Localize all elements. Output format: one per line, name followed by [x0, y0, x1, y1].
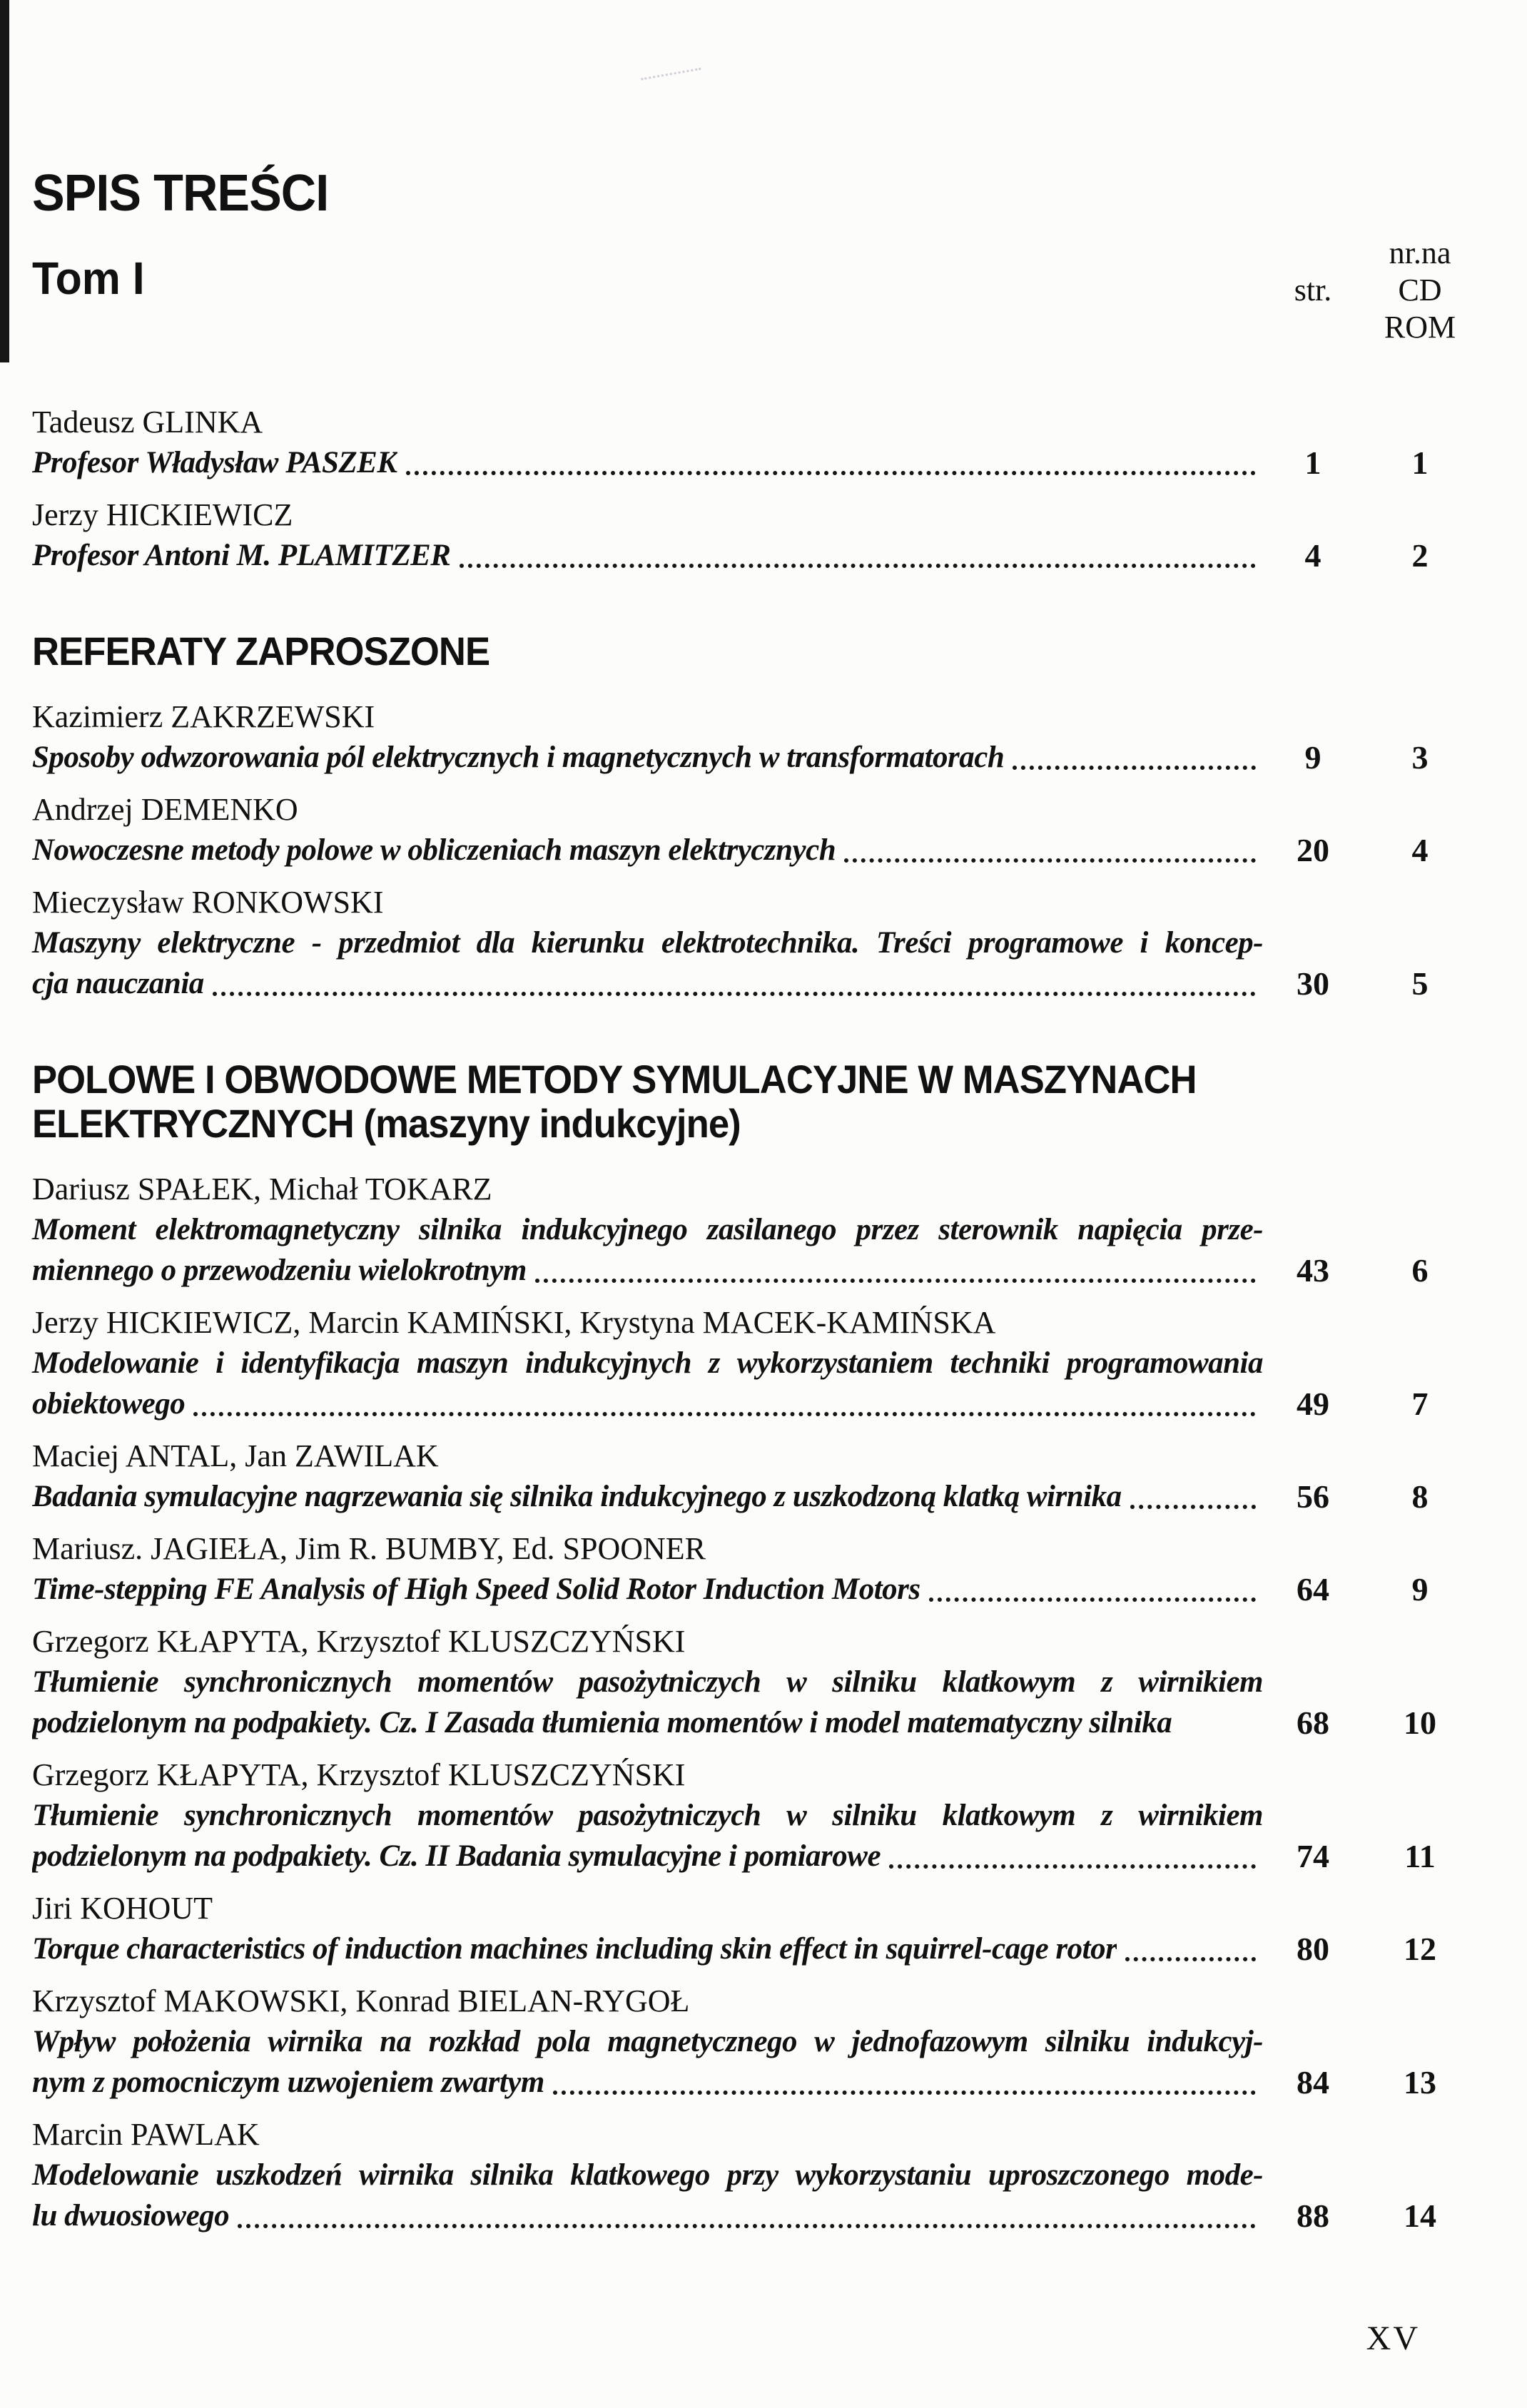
entry-cd-number: 11: [1404, 1838, 1436, 1874]
entry-title-line: podzielonym na podpakiety. Cz. I Zasada tłumienia momentów i model matematyczny silnika: [32, 1706, 1172, 1739]
entry-title-last-line: [32, 2195, 1477, 2236]
entry-authors: Grzegorz KŁAPYTA, Krzysztof KLUSZCZYŃSKI: [32, 1624, 686, 1659]
entry-title-last-line: [32, 2062, 1477, 2103]
entry-cd-number: 2: [1411, 537, 1429, 574]
entry-title: [32, 1662, 1477, 1743]
entry-authors: Maciej ANTAL, Jan ZAWILAK: [32, 1438, 439, 1473]
entry-title-line: lu dwuosiowego: [32, 2199, 230, 2232]
entry-cd-number: 1: [1411, 444, 1429, 481]
entry-authors: Grzegorz KŁAPYTA, Krzysztof KLUSZCZYŃSKI: [32, 1757, 686, 1792]
entry-title: [32, 1476, 1477, 1517]
dot-leader: [1125, 1957, 1256, 1961]
column-header-cd: CD: [1398, 273, 1442, 308]
entry-numbers: [1263, 535, 1477, 576]
entry-title-last-line: [32, 1476, 1477, 1517]
dot-leader: [238, 2224, 1256, 2228]
entry-page-number: 84: [1297, 2064, 1329, 2100]
entry-title: [32, 830, 1477, 870]
entry-cd-number: 9: [1411, 1571, 1429, 1607]
entry-cd-number: 13: [1404, 2064, 1436, 2100]
entry-numbers: [1263, 2062, 1477, 2103]
entry-numbers: [1263, 442, 1477, 483]
toc-entry: [32, 1169, 1477, 1291]
dot-leader: [193, 1412, 1256, 1416]
entry-title-last-line: [32, 442, 1477, 483]
entry-numbers: [1263, 1476, 1477, 1517]
entry-cd-number: 12: [1404, 1931, 1436, 1967]
entry-authors: Marcin PAWLAK: [32, 2117, 260, 2152]
entry-authors: Andrzej DEMENKO: [32, 792, 298, 827]
toc-entry: [32, 1302, 1477, 1424]
toc-list: [32, 402, 1477, 2236]
section-heading-block: [32, 629, 1477, 674]
entry-page-number: 4: [1304, 537, 1321, 574]
entry-title-line: podzielonym na podpakiety. Cz. II Badania symulacyjne i pomiarowe: [32, 1839, 881, 1873]
entry-numbers: [1263, 1836, 1477, 1876]
scan-edge-artifact: [0, 0, 9, 362]
entry-title-line: Sposoby odwzorowania pól elektrycznych i magnetycznych w transformatorach: [32, 741, 1005, 774]
section-heading: ELEKTRYCZNYCH (maszyny indukcyjne): [32, 1101, 741, 1146]
page-folio: XV: [1366, 2320, 1420, 2357]
entry-page-number: 20: [1297, 832, 1329, 868]
entry-title-last-line: [32, 1929, 1477, 1969]
entry-title-last-line: [32, 963, 1477, 1004]
entry-title: [32, 1569, 1477, 1610]
entry-page-number: 68: [1297, 1705, 1329, 1741]
entry-title-line: Profesor Władysław PASZEK: [32, 446, 397, 479]
page-title: SPIS TREŚCI: [32, 165, 329, 222]
entry-cd-number: 5: [1411, 965, 1429, 1002]
entry-title-last-line: [32, 1702, 1477, 1743]
entry-cd-number: 4: [1411, 832, 1429, 868]
entry-authors: Jerzy HICKIEWICZ, Marcin KAMIŃSKI, Krystyna MACEK-KAMIŃSKA: [32, 1305, 996, 1340]
entry-title-line: miennego o przewodzeniu wielokrotnym: [32, 1254, 527, 1287]
entry-cd-number: 6: [1411, 1252, 1429, 1289]
entry-numbers: [1263, 1569, 1477, 1610]
toc-entry: [32, 1888, 1477, 1969]
entry-title-line: obiektowego: [32, 1387, 186, 1421]
entry-title-line: Torque characteristics of induction machines including skin effect in squirrel-cage rotor: [32, 1932, 1117, 1966]
entry-numbers: [1263, 2195, 1477, 2236]
column-header-nrna: nr.na: [1389, 235, 1451, 270]
entry-title: [32, 2021, 1477, 2103]
entry-numbers: [1263, 1929, 1477, 1969]
entry-title-line: Tłumienie synchronicznych momentów pasożytniczych w silniku klatkowym z wirnikiem: [32, 1665, 1263, 1699]
entry-title-line: Moment elektromagnetyczny silnika indukcyjnego zasilanego przez sterownik napięcia prze-: [32, 1213, 1263, 1246]
entry-title: [32, 1795, 1477, 1876]
entry-page-number: 74: [1297, 1838, 1329, 1874]
entry-numbers: [1263, 963, 1477, 1004]
entry-authors: Krzysztof MAKOWSKI, Konrad BIELAN-RYGOŁ: [32, 1983, 690, 2018]
entry-title-line: Profesor Antoni M. PLAMITZER: [32, 539, 451, 572]
entry-cd-number: 8: [1411, 1478, 1429, 1515]
pencil-mark-artifact: [641, 68, 704, 98]
entry-page-number: 49: [1297, 1386, 1329, 1422]
toc-entry: [32, 494, 1477, 576]
entry-title-line: Nowoczesne metody polowe w obliczeniach maszyn elektrycznych: [32, 833, 836, 867]
entry-title-last-line: [32, 737, 1477, 778]
entry-title-last-line: [32, 1383, 1477, 1424]
entry-title-last-line: [32, 1836, 1477, 1876]
entry-page-number: 9: [1304, 739, 1321, 776]
entry-numbers: [1263, 1383, 1477, 1424]
entry-title-line: Tłumienie synchronicznych momentów pasożytniczych w silniku klatkowym z wirnikiem: [32, 1799, 1263, 1832]
entry-page-number: 64: [1297, 1571, 1329, 1607]
entry-title-line: Wpływ położenia wirnika na rozkład pola magnetycznego w jednofazowym silniku indukcyj-: [32, 2025, 1263, 2058]
entry-authors: Dariusz SPAŁEK, Michał TOKARZ: [32, 1172, 492, 1206]
entry-authors: Kazimierz ZAKRZEWSKI: [32, 699, 375, 734]
entry-title-line: Modelowanie uszkodzeń wirnika silnika klatkowego przy wykorzystaniu uproszczonego mode-: [32, 2158, 1263, 2192]
entry-page-number: 30: [1297, 965, 1329, 1002]
dot-leader: [406, 471, 1256, 475]
toc-entry: [32, 696, 1477, 778]
column-headers: [1263, 235, 1477, 346]
entry-cd-number: 7: [1411, 1386, 1429, 1422]
section-heading: POLOWE I OBWODOWE METODY SYMULACYJNE W MASZYNACH: [32, 1057, 1197, 1102]
entry-numbers: [1263, 1250, 1477, 1291]
entry-title: [32, 923, 1477, 1004]
dot-leader: [1013, 766, 1256, 770]
entry-title-line: Time-stepping FE Analysis of High Speed Solid Rotor Induction Motors: [32, 1573, 920, 1606]
entry-authors: Mariusz. JAGIEŁA, Jim R. BUMBY, Ed. SPOONER: [32, 1531, 706, 1566]
entry-numbers: [1263, 830, 1477, 870]
dot-leader: [889, 1864, 1256, 1869]
entry-title-last-line: [32, 535, 1477, 576]
entry-title: [32, 2155, 1477, 2236]
dot-leader: [929, 1597, 1256, 1602]
dot-leader: [553, 2091, 1256, 2095]
entry-title: [32, 1343, 1477, 1424]
entry-title-line: Badania symulacyjne nagrzewania się silnika indukcyjnego z uszkodzoną klatką wirnika: [32, 1480, 1122, 1513]
entry-page-number: 1: [1304, 444, 1321, 481]
entry-cd-number: 14: [1404, 2198, 1436, 2234]
column-header-str: str.: [1294, 273, 1332, 308]
entry-page-number: 43: [1297, 1252, 1329, 1289]
entry-title: [32, 737, 1477, 778]
dot-leader: [535, 1279, 1256, 1283]
dot-leader: [1130, 1505, 1256, 1509]
dot-leader: [213, 992, 1256, 996]
toc-entry: [32, 1754, 1477, 1876]
entry-authors: Jiri KOHOUT: [32, 1891, 213, 1926]
toc-entry: [32, 789, 1477, 870]
column-header-spacer: [1263, 309, 1363, 346]
entry-title: [32, 535, 1477, 576]
entry-authors: Tadeusz GLINKA: [32, 405, 263, 440]
entry-title-line: nym z pomocniczym uzwojeniem zwartym: [32, 2066, 544, 2099]
column-header-rom: ROM: [1384, 310, 1456, 345]
section-heading: REFERATY ZAPROSZONE: [32, 629, 490, 674]
toc-entry: [32, 882, 1477, 1004]
toc-entry: [32, 2114, 1477, 2236]
entry-title-line: Modelowanie i identyfikacja maszyn indukcyjnych z wykorzystaniem techniki programowania: [32, 1346, 1263, 1380]
entry-title-last-line: [32, 830, 1477, 870]
toc-entry: [32, 1981, 1477, 2103]
header-row: [32, 235, 1477, 366]
volume-label: Tom I: [32, 253, 145, 304]
section-heading-block: [32, 1057, 1477, 1146]
entry-page-number: 56: [1297, 1478, 1329, 1515]
entry-title-last-line: [32, 1569, 1477, 1610]
entry-page-number: 88: [1297, 2198, 1329, 2234]
entry-title: [32, 442, 1477, 483]
entry-numbers: [1263, 1702, 1477, 1743]
entry-title-line: cja nauczania: [32, 967, 204, 1000]
toc-entry: [32, 1621, 1477, 1743]
entry-title: [32, 1209, 1477, 1291]
column-header-spacer: [1263, 235, 1363, 272]
dot-leader: [460, 564, 1257, 568]
entry-authors: Mieczysław RONKOWSKI: [32, 885, 384, 920]
entry-numbers: [1263, 737, 1477, 778]
entry-page-number: 80: [1297, 1931, 1329, 1967]
toc-entry: [32, 402, 1477, 483]
toc-entry: [32, 1528, 1477, 1610]
entry-title-line: Maszyny elektryczne - przedmiot dla kierunku elektrotechnika. Treści programowe i koncep-: [32, 926, 1263, 960]
entry-cd-number: 10: [1404, 1705, 1436, 1741]
entry-title: [32, 1929, 1477, 1969]
entry-title-last-line: [32, 1250, 1477, 1291]
dot-leader: [844, 858, 1256, 863]
entry-cd-number: 3: [1411, 739, 1429, 776]
entry-authors: Jerzy HICKIEWICZ: [32, 497, 293, 532]
toc-entry: [32, 1436, 1477, 1517]
